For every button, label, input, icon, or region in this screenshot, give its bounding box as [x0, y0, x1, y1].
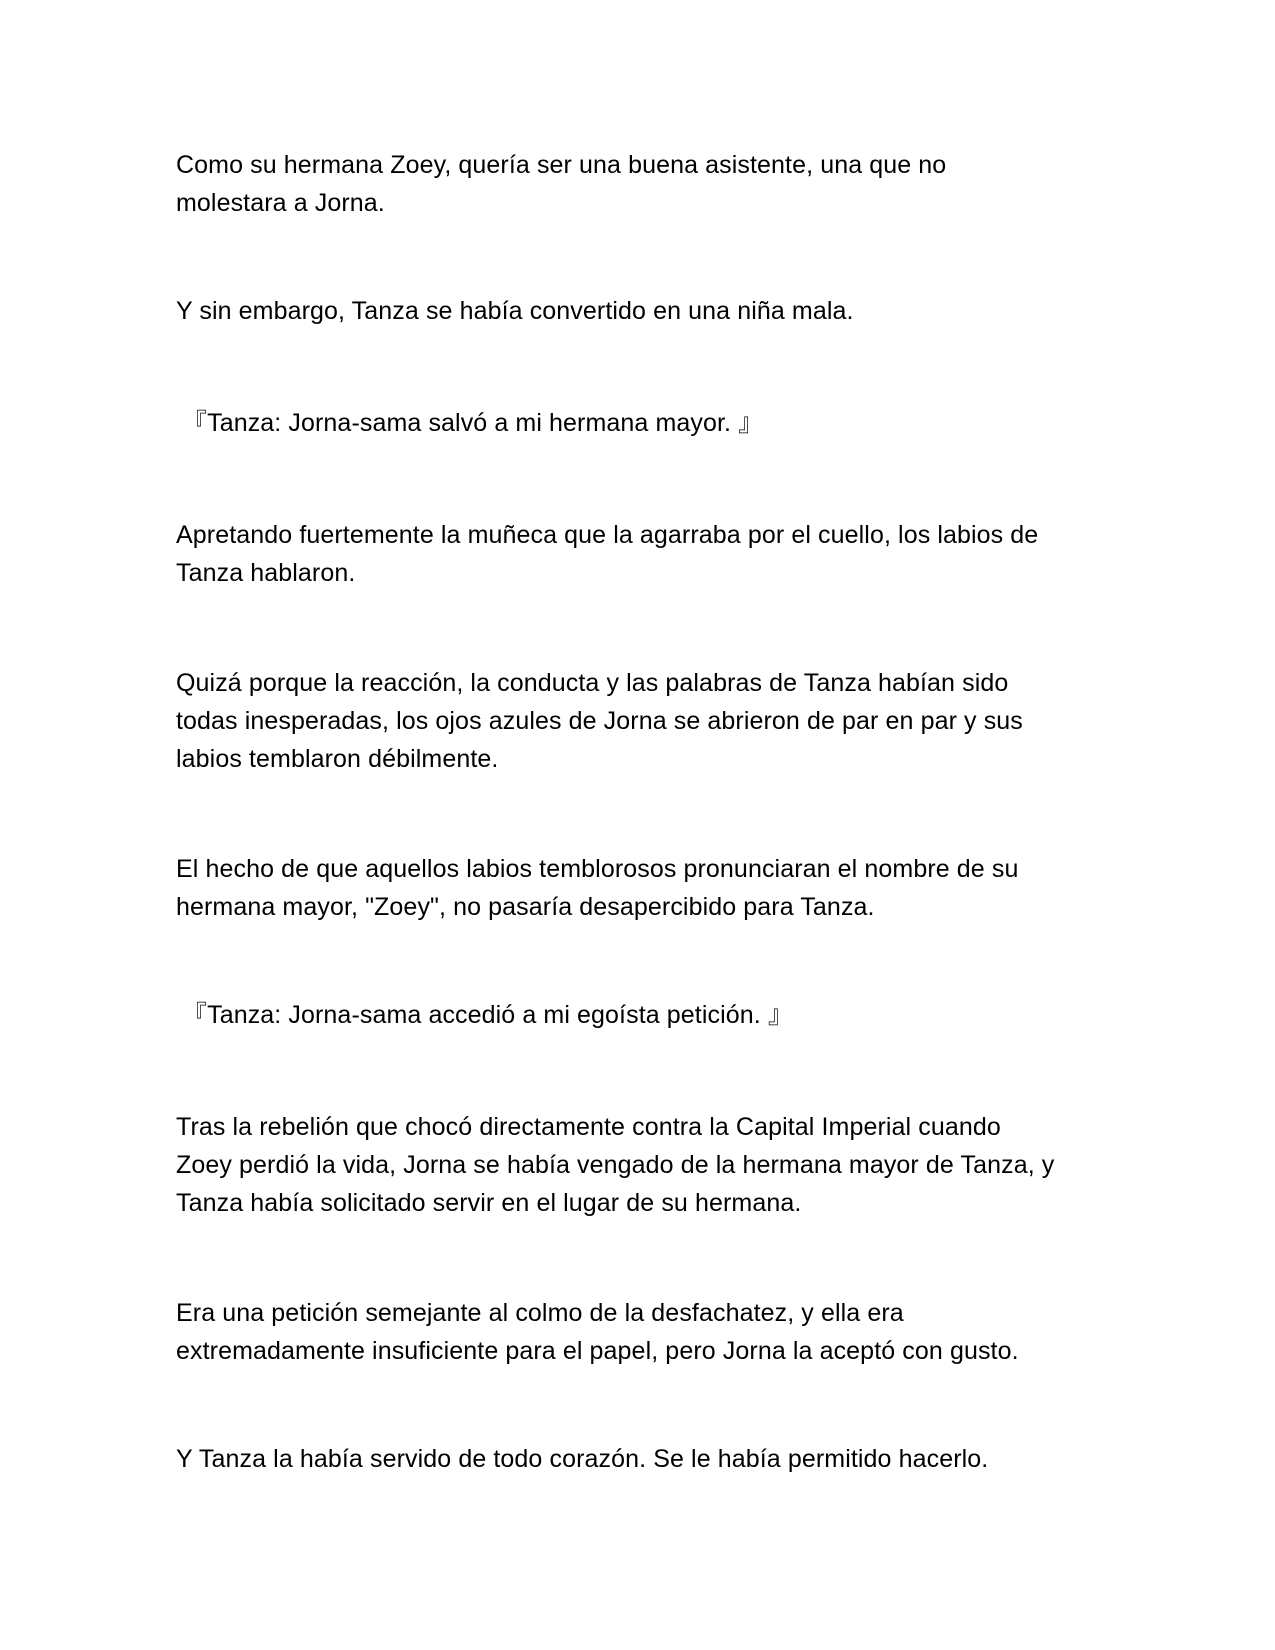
paragraph-line: todas inesperadas, los ojos azules de Jorna se abrieron de par en par y sus — [176, 707, 1023, 735]
dialogue-1 — [182, 404, 1112, 442]
dialogue-2 — [182, 996, 1112, 1034]
paragraph-line: labios temblaron débilmente. — [176, 745, 499, 773]
paragraph-line: Era una petición semejante al colmo de la desfachatez, y ella era — [176, 1299, 904, 1327]
paragraph-8 — [176, 1108, 1106, 1222]
dialogue-line: 『Tanza: Jorna-sama salvó a mi hermana mayor. 』 — [182, 409, 764, 437]
paragraph-line: Quizá porque la reacción, la conducta y las palabras de Tanza habían sido — [176, 669, 1009, 697]
paragraph-6 — [176, 850, 1106, 926]
paragraph-line: Apretando fuertemente la muñeca que la agarraba por el cuello, los labios de — [176, 521, 1039, 549]
paragraph-line: Como su hermana Zoey, quería ser una buena asistente, una que no — [176, 151, 947, 179]
paragraph-9 — [176, 1294, 1106, 1370]
paragraph-line: Tanza había solicitado servir en el lugar de su hermana. — [176, 1189, 802, 1217]
paragraph-5 — [176, 664, 1106, 778]
paragraph-2 — [176, 292, 1106, 330]
paragraph-line: hermana mayor, "Zoey", no pasaría desapercibido para Tanza. — [176, 893, 875, 921]
paragraph-line: Tanza hablaron. — [176, 559, 356, 587]
paragraph-line: molestara a Jorna. — [176, 189, 385, 217]
paragraph-line: Y Tanza la había servido de todo corazón. Se le había permitido hacerlo. — [176, 1445, 989, 1473]
paragraph-line: Y sin embargo, Tanza se había convertido en una niña mala. — [176, 297, 854, 325]
paragraph-1 — [176, 146, 1106, 222]
paragraph-line: Zoey perdió la vida, Jorna se había vengado de la hermana mayor de Tanza, y — [176, 1151, 1055, 1179]
paragraph-10 — [176, 1440, 1106, 1478]
paragraph-line: extremadamente insuficiente para el papel, pero Jorna la aceptó con gusto. — [176, 1337, 1019, 1365]
paragraph-4 — [176, 516, 1106, 592]
paragraph-line: Tras la rebelión que chocó directamente contra la Capital Imperial cuando — [176, 1113, 1001, 1141]
dialogue-line: 『Tanza: Jorna-sama accedió a mi egoísta petición. 』 — [182, 1001, 793, 1029]
paragraph-line: El hecho de que aquellos labios temblorosos pronunciaran el nombre de su — [176, 855, 1019, 883]
